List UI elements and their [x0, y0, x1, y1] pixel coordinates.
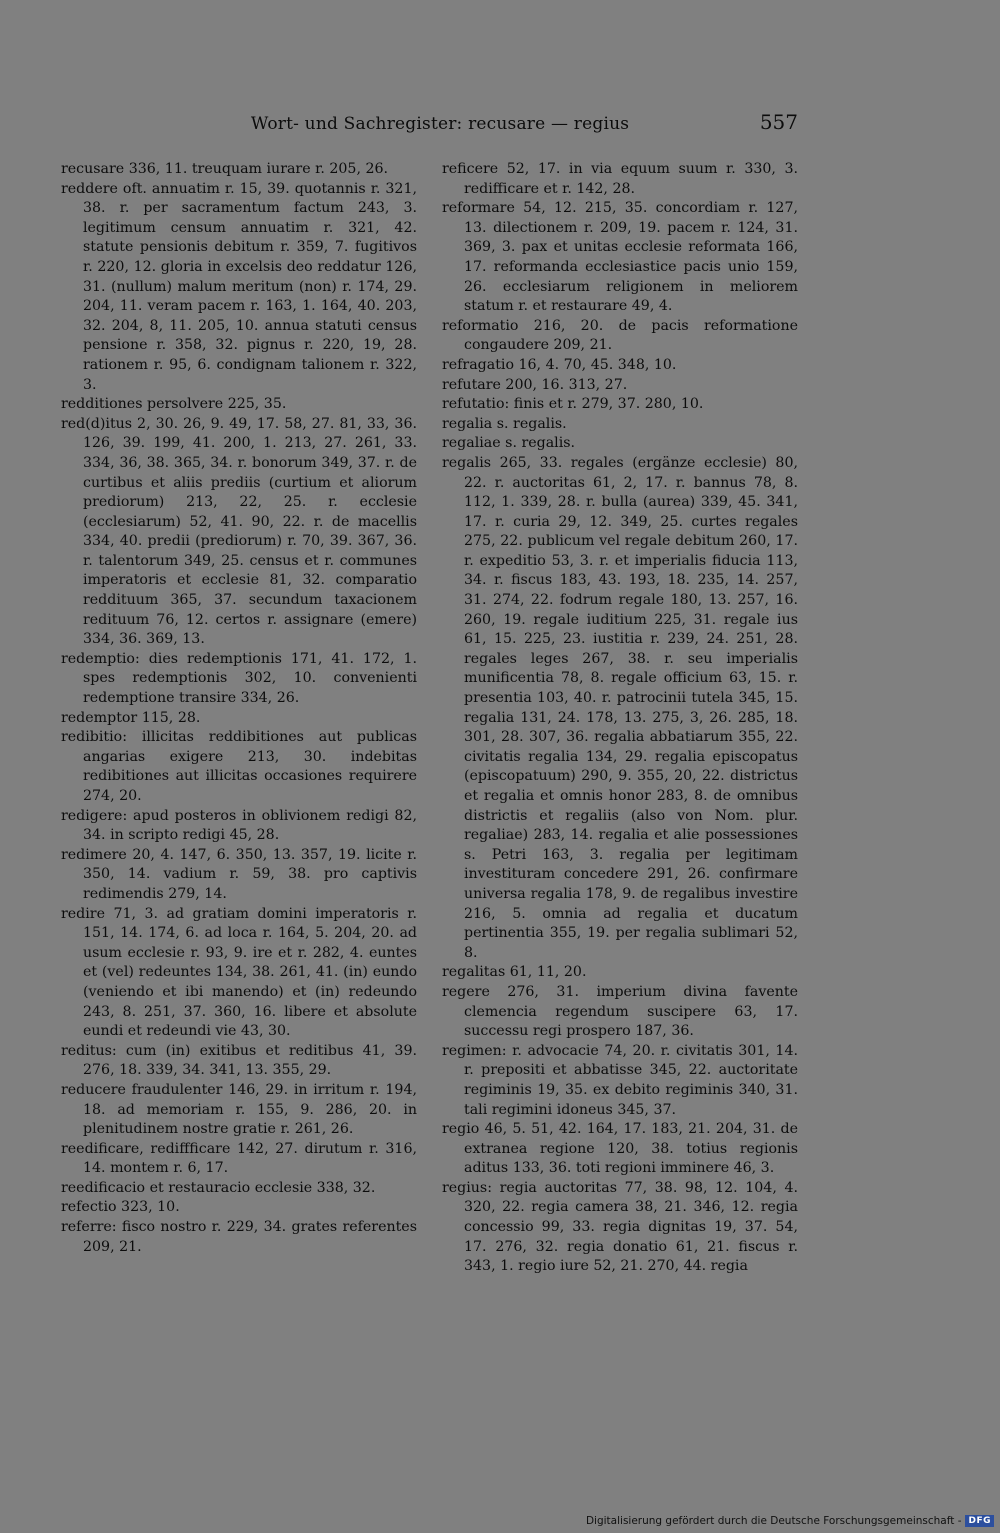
- index-entry: redemptor 115, 28.: [61, 709, 201, 726]
- index-entry: redditiones persolvere 225, 35.: [61, 396, 287, 413]
- running-header: Wort- und Sachregister: recusare — regius: [250, 114, 630, 134]
- index-entry: reedificare, rediffficare 142, 27. dirutum r. 316, 14. montem r. 6, 17.: [61, 1140, 417, 1177]
- index-entry: redimere 20, 4. 147, 6. 350, 13. 357, 19. licite r. 350, 14. vadium r. 59, 38. pro captivis redimendis 279, 14.: [61, 846, 417, 902]
- dfg-logo: DFG: [965, 1515, 994, 1527]
- index-entry: reducere fraudulenter 146, 29. in irritum r. 194, 18. ad memoriam r. 155, 9. 286, 20. in plenitudinem nostre gratie r. 261, 26.: [61, 1081, 417, 1138]
- index-entry: regalis 265, 33. regales (ergänze ecclesie) 80, 22. r. auctoritas 61, 2, 17. r. bannus 78, 8. 112, 1. 339, 28. r. bulla (aurea) 339, 45. 341, 17. r. curia 29, 12. 349, 25. curtes regales 275, 22. publicum vel regale debitum 260, 17. r. expeditio 53, 3. r. et imperialis fiducia 113, 34. r. fiscus 183, 43. 193, 18. 235, 14. 257, 31. 274, 22. fodrum regale 180, 13. 257, 16. 260, 19. regale iuditium 225, 31. regale ius 61, 15. 225, 23. iustitia r. 239, 24. 251, 28. regales leges 267, 38. r. seu imperialis munificentia 78, 8. regale officium 63, 15. r. presentia 103, 40. r. patrocinii tutela 345, 15. regalia 131, 24. 178, 13. 275, 3, 26. 285, 18. 301, 28. 307, 36. regalia abbatiarum 355, 22. civitatis regalia 134, 29. regalia episcopatus (episcopatuum) 290, 9. 355, 20, 22. districtus et regalia et omnis honor 283, 8. de omnibus districtis et regaliis (also von Nom. plur. regaliae) 283, 14. regalia et alie possessiones s. Petri 163, 3. regalia per legitimam investituram concedere 291, 26. confirmare universa regalia 178, 9. de regalibus investire 216, 5. omnia ad regalia et ducatum pertinentia 355, 19. per regalia sublimari 52, 8.: [442, 454, 798, 961]
- index-entry: reditus: cum (in) exitibus et reditibus 41, 39. 276, 18. 339, 34. 341, 13. 355, 29.: [61, 1042, 417, 1079]
- index-entry: regere 276, 31. imperium divina favente clemencia regendum suscipere 63, 17. successu regi prospero 187, 36.: [442, 983, 798, 1040]
- index-entry: reedificacio et restauracio ecclesie 338, 32.: [61, 1179, 376, 1196]
- index-entry: reficere 52, 17. in via equum suum r. 330, 3. rediff​icare et r. 142, 28.: [442, 161, 798, 197]
- index-entry: redemptio: dies redemptionis 171, 41. 172, 1. spes redemptionis 302, 10. convenienti redemptione transire 334, 26.: [61, 650, 417, 707]
- index-entry: regalia s. regalis.: [442, 415, 567, 432]
- index-entry: regimen: r. advocacie 74, 20. r. civitatis 301, 14. r. prepositi et abbatisse 345, 22. auctoritate regiminis 19, 35. ex debito regiminis 340, 31. tali regimini idoneus 345, 37.: [442, 1042, 798, 1118]
- index-entry: refragatio 16, 4. 70, 45. 348, 10.: [442, 356, 677, 373]
- index-entry: redibitio: illicitas reddibitiones aut publicas angarias exigere 213, 30. indebitas redibitiones aut illicitas occasiones requirere 274, 20.: [61, 729, 417, 804]
- left-column: [61, 160, 417, 1257]
- index-entry: referre: fisco nostro r. 229, 34. grates referentes 209, 21.: [61, 1219, 417, 1255]
- index-entry: redigere: apud posteros in oblivionem redigi 82, 34. in scripto redigi 45, 28.: [61, 807, 417, 844]
- index-entry: regaliae s. regalis.: [442, 435, 576, 452]
- page-number: 557: [759, 110, 798, 134]
- right-column: [442, 160, 798, 1277]
- index-entry: regius: regia auctoritas 77, 38. 98, 12. 104, 4. 320, 22. regia camera 38, 21. 346, 12. regia concessio 99, 33. regia dignitas 19, 37. 54, 17. 276, 32. regia donatio 61, 21. fiscus r. 343, 1. regio iure 52, 21. 270, 44. regia: [442, 1179, 798, 1275]
- index-entry: refutatio: finis et r. 279, 37. 280, 10.: [442, 396, 704, 413]
- index-entry: recusare 336, 11. treuquam iurare r. 205, 26.: [61, 161, 389, 177]
- index-entry: reddere oft. annuatim r. 15, 39. quotannis r. 321, 38. r. per sacramentum factum 243, 3. legitimum censum annuatim r. 321, 42. statute pensionis debitum r. 359, 7. fugitivos r. 220, 12. gloria in excelsis deo reddatur 126, 31. (nullum) malum meritum (non) r. 174, 29. 204, 11. veram pacem r. 163, 1. 164, 40. 203, 32. 204, 8, 11. 205, 10. annua statuti census pensione r. 358, 32. pignus r. 220, 19, 28. rationem r. 95, 6. condignam talionem r. 322, 3.: [61, 180, 417, 393]
- index-entry: regalitas 61, 11, 20.: [442, 964, 587, 981]
- index-entry: redire 71, 3. ad gratiam domini imperatoris r. 151, 14. 174, 6. ad loca r. 164, 5. 204, 20. ad usum ecclesie r. 93, 9. ire et r. 282, 4. euntes et (vel) redeuntes 134, 38. 261, 41. (in) eundo (veniendo et ibi manendo) et (in) redeundo 243, 8. 251, 37. 360, 16. libere et absolute eundi et redeundi vie 43, 30.: [61, 905, 417, 1040]
- index-entry: regio 46, 5. 51, 42. 164, 17. 183, 21. 204, 31. de extranea regione 120, 38. totius regionis aditus 133, 36. toti regioni imminere 46, 3.: [442, 1121, 798, 1177]
- index-entry: red(d)itus 2, 30. 26, 9. 49, 17. 58, 27. 81, 33, 36. 126, 39. 199, 41. 200, 1. 213, 27. 261, 33. 334, 36, 38. 365, 34. r. bonorum 349, 37. r. de curtibus et aliis prediis (curtium et aliorum prediorum) 213, 22, 25. r. ecclesie (ecclesiarum) 52, 41. 90, 22. r. de macellis 334, 40. predii (prediorum) r. 70, 39. 367, 36. r. talentorum 349, 25. census et r. communes imperatoris et ecclesie 81, 32. comparatio reddituum 365, 37. secundum taxacionem redituum 76, 12. certos r. assignare (emere) 334, 36. 369, 13.: [61, 415, 417, 648]
- index-entry: refectio 323, 10.: [61, 1199, 180, 1216]
- credit-text: Digitalisierung gefördert durch die Deutsche Forschungsgemeinschaft -: [585, 1515, 962, 1527]
- index-entry: refutare 200, 16. 313, 27.: [442, 376, 628, 393]
- index-entry: reformare 54, 12. 215, 35. concordiam r. 127, 13. dilectionem r. 209, 19. pacem r. 124, 31. 369, 3. pax et unitas ecclesie reformata 166, 17. reformanda ecclesiastice pacis unio 159, 26. ecclesiarum religionem in meliorem statum r. et restaurare 49, 4.: [442, 200, 798, 315]
- digitization-credit: [586, 1515, 994, 1527]
- index-entry: reformatio 216, 20. de pacis reformatione congaudere 209, 21.: [442, 317, 798, 354]
